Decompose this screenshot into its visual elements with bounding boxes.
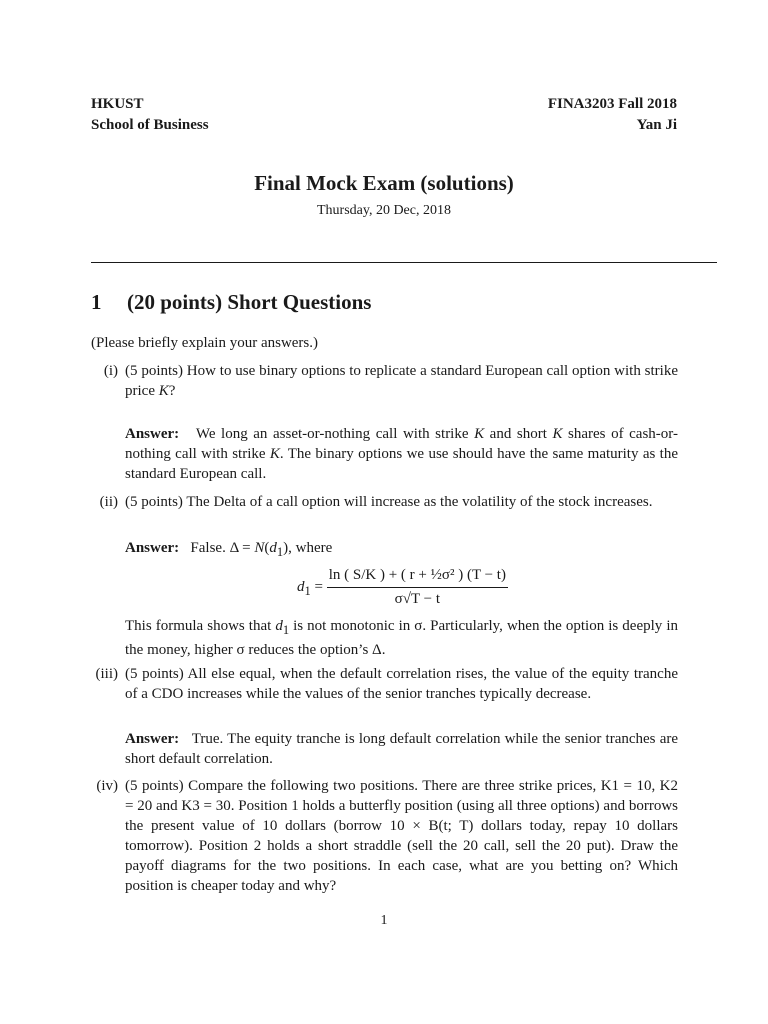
d1-formula: $d_1$ = $\frac{\text{ln ( S/K ) + ( r + ½σ² ) (T − t)}}{\sigma√T - t}$ xyxy=(297,567,506,607)
exam-date: Thursday, 20 Dec, 2018 xyxy=(316,203,451,218)
question-text: (5 points) How to use binary options to replicate a standard European call option with strike price K? xyxy=(125,363,678,399)
instruction: (Please briefly explain your answers.) xyxy=(91,335,319,351)
answer-text: Answer: False. $\Delta = N(d_1)$, where xyxy=(125,540,333,559)
school: School of Business xyxy=(91,117,209,133)
answer-explanation: This formula shows that $d_1$ is not monotonic in σ. Particularly, when the option is deeply in the money, higher σ reduces the option’s Δ. xyxy=(125,618,678,658)
answer-label: Answer: xyxy=(125,426,180,442)
question-text: (5 points) Compare the following two positions. There are three strike prices, K1 = 10, K2 = 20 and K3 = 30. Position 1 holds a butterfly position (using all three options) and borrows the present value of 10 dollars (borrow 10 × B(t; T) dollars today, repay 10 dollars tomorrow). Position 2 holds a short straddle (sell the 20 call, sell the 20 put). Draw the payoff diagrams for the two positions. In each case, what are you betting on? Which position is cheaper today and why? xyxy=(125,778,678,894)
question-label: (i) xyxy=(103,363,118,379)
instructor: Yan Ji xyxy=(636,117,677,133)
divider xyxy=(91,262,717,263)
question-label: (ii) xyxy=(99,494,118,510)
question-text: (5 points) The Delta of a call option will increase as the volatility of the stock increases. xyxy=(125,494,653,510)
header-left xyxy=(91,94,209,136)
course: FINA3203 Fall 2018 xyxy=(547,96,677,112)
exam-title: Final Mock Exam (solutions) xyxy=(254,171,514,195)
institution: HKUST xyxy=(91,96,144,112)
header-right xyxy=(548,94,677,136)
answer-label: Answer: xyxy=(125,540,180,556)
section-title: (20 points) Short Questions xyxy=(127,290,372,314)
question-text: (5 points) All else equal, when the default correlation rises, the value of the equity tranche of a CDO increases while the values of the senior tranches typically decrease. xyxy=(125,666,678,702)
question-label: (iii) xyxy=(95,666,118,682)
section-heading xyxy=(91,290,372,314)
answer-text: Answer: We long an asset-or-nothing call with strike K and short K shares of cash-or-nothing call with strike K. The binary options we use should have the same maturity as the standard European call. xyxy=(125,426,678,482)
answer-label: Answer: xyxy=(125,731,180,747)
page-number: 1 xyxy=(380,913,388,928)
section-number: 1 xyxy=(91,290,102,314)
answer-text: Answer: True. The equity tranche is long default correlation while the senior tranches are short default correlation. xyxy=(125,731,679,767)
question-label: (iv) xyxy=(96,778,118,794)
